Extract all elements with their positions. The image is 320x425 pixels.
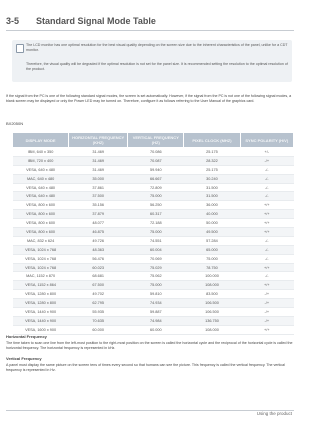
table-cell: 37.879 (69, 210, 128, 219)
table-cell: +/+ (240, 325, 293, 334)
table-cell: -/- (240, 192, 293, 201)
table-cell: 49.726 (69, 236, 128, 245)
table-cell: 70.087 (128, 156, 184, 165)
signal-mode-table (12, 132, 294, 335)
table-cell: -/- (240, 236, 293, 245)
table-cell: -/+ (240, 290, 293, 299)
table-cell: 49.702 (69, 290, 128, 299)
table-row (13, 192, 294, 201)
table-row (13, 325, 294, 334)
table-cell: 37.500 (69, 192, 128, 201)
table-cell: 106.500 (184, 308, 240, 317)
table-cell: -/+ (240, 299, 293, 308)
table-cell: 37.861 (69, 183, 128, 192)
table-cell: -/- (240, 254, 293, 263)
table-row (13, 263, 294, 272)
table-cell: IBM, 640 x 350 (13, 148, 69, 157)
table-cell: +/+ (240, 281, 293, 290)
table-header-row (13, 133, 294, 148)
table-cell: 100.000 (184, 272, 240, 281)
table-cell: -/+ (240, 316, 293, 325)
table-cell: 75.000 (128, 281, 184, 290)
table-cell: 136.750 (184, 316, 240, 325)
table-cell: VESA, 1440 x 900 (13, 308, 69, 317)
table-cell: 31.469 (69, 156, 128, 165)
table-cell: 46.875 (69, 228, 128, 237)
table-cell: 50.000 (184, 219, 240, 228)
table-cell: +/+ (240, 263, 293, 272)
footer-label: Using the product (256, 411, 292, 416)
table-cell: 28.322 (184, 156, 240, 165)
table-cell: VESA, 800 x 600 (13, 201, 69, 210)
table-row (13, 308, 294, 317)
table-row (13, 281, 294, 290)
table-cell: 78.750 (184, 263, 240, 272)
table-cell: MAC, 1152 x 870 (13, 272, 69, 281)
table-cell: 35.156 (69, 201, 128, 210)
intro-paragraph: If the signal from the PC is one of the following standard signal modes, the screen is set automatically. However, if the signal from the PC is not one of the following signal modes, a blank screen may be displayed or only the Power LED may be turned on. Therefore, configure it as follows referring to the User Manual of the graphics card. (6, 94, 292, 103)
table-cell: 72.809 (128, 183, 184, 192)
table-cell: 31.500 (184, 192, 240, 201)
horizontal-frequency-text: The time taken to scan one line from the left-most position to the right-most position on the screen is called the horizontal cycle and the reciprocal of the horizontal cycle is called the horizontal frequency. The horizontal frequency is represented in kHz. (6, 341, 293, 350)
note-box (12, 40, 292, 82)
table-cell: VESA, 1280 x 800 (13, 299, 69, 308)
section-title: Standard Signal Mode Table (36, 16, 156, 26)
section-number: 3-5 (6, 16, 20, 26)
column-header: VERTICAL FREQUENCY (HZ) (128, 133, 184, 148)
table-cell: 55.935 (69, 308, 128, 317)
horizontal-frequency-heading: Horizontal Frequency (6, 334, 47, 339)
table-cell: VESA, 1024 x 768 (13, 254, 69, 263)
table-cell: 31.469 (69, 165, 128, 174)
table-cell: +/+ (240, 228, 293, 237)
table-cell: 74.984 (128, 316, 184, 325)
table-cell: 25.175 (184, 165, 240, 174)
table-row (13, 290, 294, 299)
table-cell: 108.000 (184, 325, 240, 334)
table-row (13, 316, 294, 325)
table-row (13, 174, 294, 183)
table-cell: VESA, 800 x 600 (13, 228, 69, 237)
table-row (13, 201, 294, 210)
table-cell: 75.000 (184, 254, 240, 263)
table-cell: 57.284 (184, 236, 240, 245)
footer-divider (6, 410, 294, 411)
table-cell: 35.000 (69, 174, 128, 183)
table-cell: 60.317 (128, 210, 184, 219)
header-divider (6, 30, 294, 31)
table-cell: VESA, 800 x 600 (13, 219, 69, 228)
table-cell: 36.000 (184, 201, 240, 210)
table-cell: -/+ (240, 156, 293, 165)
table-row (13, 219, 294, 228)
table-cell: 70.635 (69, 316, 128, 325)
table-cell: +/+ (240, 201, 293, 210)
vertical-frequency-text: A panel must display the same picture on the screen tens of times every second so that humans can see the picture. This frequency is called the vertical frequency. The vertical frequency is represented in Hz. (6, 363, 285, 372)
table-cell: VESA, 1024 x 768 (13, 263, 69, 272)
table-row (13, 156, 294, 165)
vertical-frequency-heading: Vertical Frequency (6, 356, 42, 361)
table-cell: 59.940 (128, 165, 184, 174)
table-cell: 65.000 (184, 245, 240, 254)
table-cell: 72.188 (128, 219, 184, 228)
table-cell: 31.469 (69, 148, 128, 157)
table-cell: 30.240 (184, 174, 240, 183)
table-cell: 106.500 (184, 299, 240, 308)
table-cell: 40.000 (184, 210, 240, 219)
table-row (13, 165, 294, 174)
table-cell: MAC, 640 x 480 (13, 174, 69, 183)
table-row (13, 183, 294, 192)
table-cell: VESA, 1280 x 800 (13, 290, 69, 299)
table-cell: 59.887 (128, 308, 184, 317)
table-cell: +/- (240, 148, 293, 157)
table-cell: VESA, 1152 x 864 (13, 281, 69, 290)
table-cell: 108.000 (184, 281, 240, 290)
table-cell: 67.500 (69, 281, 128, 290)
table-cell: 74.934 (128, 299, 184, 308)
table-cell: VESA, 640 x 480 (13, 183, 69, 192)
section-header (6, 16, 294, 32)
table-cell: 75.062 (128, 272, 184, 281)
table-row (13, 254, 294, 263)
table-cell: VESA, 1440 x 900 (13, 316, 69, 325)
table-cell: 56.476 (69, 254, 128, 263)
note-icon (16, 44, 24, 53)
column-header: DISPLAY MODE (13, 133, 69, 148)
table-row (13, 148, 294, 157)
table-row (13, 236, 294, 245)
table-cell: 83.500 (184, 290, 240, 299)
column-header: PIXEL CLOCK (MHZ) (184, 133, 240, 148)
table-cell: 75.000 (128, 192, 184, 201)
table-cell: 25.175 (184, 148, 240, 157)
table-cell: 31.500 (184, 183, 240, 192)
table-cell: 60.023 (69, 263, 128, 272)
table-row (13, 299, 294, 308)
table-cell: +/+ (240, 210, 293, 219)
table-cell: 60.000 (128, 325, 184, 334)
table-cell: 56.250 (128, 201, 184, 210)
note-paragraph-2: Therefore, the visual quality will be degraded if the optimal resolution is not set for the panel size. It is recommended setting the resolution to the optimal resolution of the product. (26, 62, 288, 71)
table-row (13, 210, 294, 219)
table-cell: 48.363 (69, 245, 128, 254)
table-cell: -/- (240, 272, 293, 281)
table-cell: 75.000 (128, 228, 184, 237)
table-cell: 60.000 (69, 325, 128, 334)
table-cell: 59.810 (128, 290, 184, 299)
table-cell: 70.069 (128, 254, 184, 263)
table-cell: -/- (240, 183, 293, 192)
table-cell: +/+ (240, 219, 293, 228)
column-header: SYNC POLARITY (H/V) (240, 133, 293, 148)
table-cell: -/- (240, 165, 293, 174)
table-cell: 66.667 (128, 174, 184, 183)
table-cell: VESA, 1600 x 900 (13, 325, 69, 334)
column-header: HORIZONTAL FREQUENCY (KHZ) (69, 133, 128, 148)
table-cell: 60.004 (128, 245, 184, 254)
table-row (13, 272, 294, 281)
table-cell: -/- (240, 174, 293, 183)
table-cell: 75.029 (128, 263, 184, 272)
table-cell: 49.500 (184, 228, 240, 237)
table-cell: VESA, 1024 x 768 (13, 245, 69, 254)
table-cell: VESA, 640 x 480 (13, 165, 69, 174)
table-cell: 70.086 (128, 148, 184, 157)
table-cell: IBM, 720 x 400 (13, 156, 69, 165)
table-cell: -/+ (240, 308, 293, 317)
table-cell: -/- (240, 245, 293, 254)
model-label: BX2050N (6, 121, 24, 126)
table-row (13, 228, 294, 237)
table-cell: 48.077 (69, 219, 128, 228)
note-paragraph-1: The LCD monitor has one optimal resolution for the best visual quality depending on the screen size due to the inherent characteristics of the panel, unlike for a CDT monitor. (26, 43, 288, 52)
table-cell: MAC, 832 x 624 (13, 236, 69, 245)
table-cell: VESA, 640 x 480 (13, 192, 69, 201)
table-cell: 68.681 (69, 272, 128, 281)
table-cell: 74.551 (128, 236, 184, 245)
table-cell: 62.795 (69, 299, 128, 308)
table-row (13, 245, 294, 254)
table-cell: VESA, 800 x 600 (13, 210, 69, 219)
